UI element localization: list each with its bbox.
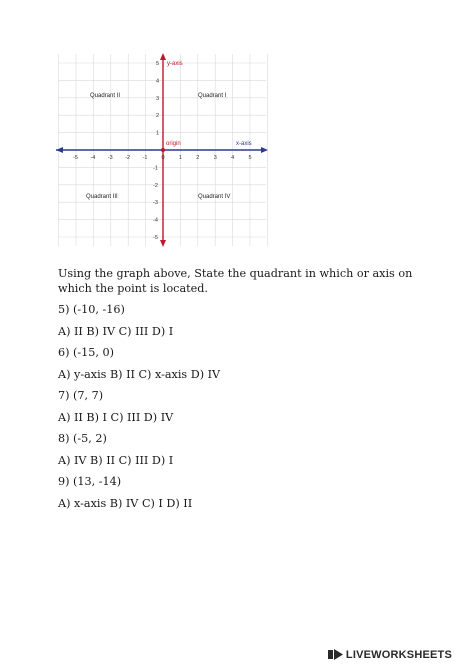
- origin-point: [161, 148, 165, 152]
- y-axis-arrow-up: [160, 53, 166, 60]
- x-tick-label: 4: [231, 155, 235, 161]
- worksheet-content: [58, 266, 428, 511]
- quadrant-iv-label: Quadrant IV: [198, 194, 231, 200]
- x-axis-arrow-left: [56, 147, 63, 153]
- y-tick-label: -3: [153, 200, 158, 207]
- y-tick-label: -1: [153, 165, 158, 172]
- coordinate-plane-graph: [56, 52, 270, 248]
- brand-name: LIVEWORKSHEETS: [345, 648, 452, 661]
- question-7: [58, 388, 428, 425]
- liveworksheets-logo-icon: [328, 648, 344, 661]
- x-tick-label: 0: [161, 155, 165, 161]
- question-prompt: 6) (-15, 0): [58, 346, 115, 359]
- liveworksheets-brand: [328, 648, 452, 661]
- question-8: [58, 431, 428, 468]
- quadrant-i-label: Quadrant I: [198, 93, 227, 99]
- y-tick-labels: [153, 61, 159, 241]
- x-tick-labels: [73, 155, 252, 161]
- x-tick-label: -5: [73, 155, 78, 161]
- x-tick-label: -4: [90, 155, 96, 161]
- x-tick-label: -2: [125, 155, 131, 161]
- question-options[interactable]: A) y-axis B) II C) x-axis D) IV: [58, 368, 221, 381]
- x-axis-label: x-axis: [236, 141, 252, 147]
- y-tick-label: 4: [156, 78, 160, 85]
- quadrant-ii-label: Quadrant II: [90, 93, 121, 99]
- x-tick-label: 2: [196, 155, 200, 161]
- question-options[interactable]: A) II B) IV C) III D) I: [58, 325, 174, 338]
- origin-label: origin: [166, 141, 181, 147]
- question-5: [58, 302, 428, 339]
- y-axis-label: y-axis: [167, 61, 183, 67]
- x-tick-label: -1: [142, 155, 148, 161]
- question-9: [58, 474, 428, 511]
- question-prompt: 5) (-10, -16): [58, 303, 125, 316]
- question-options[interactable]: A) x-axis B) IV C) I D) II: [58, 497, 193, 510]
- instructions-text: Using the graph above, State the quadrant in which or axis on which the point is located.: [58, 267, 413, 295]
- x-tick-label: 3: [213, 155, 217, 161]
- y-tick-label: -2: [153, 182, 158, 189]
- y-tick-label: -4: [153, 217, 158, 224]
- question-options[interactable]: A) IV B) II C) III D) I: [58, 454, 174, 467]
- y-tick-label: -5: [153, 235, 158, 241]
- y-tick-label: 1: [156, 130, 160, 137]
- quadrant-iii-label: Quadrant III: [86, 194, 118, 200]
- x-tick-label: -3: [107, 155, 113, 161]
- x-axis-arrow-right: [261, 147, 268, 153]
- question-prompt: 7) (7, 7): [58, 389, 104, 402]
- y-axis-arrow-down: [160, 240, 166, 247]
- y-tick-label: 2: [156, 113, 160, 120]
- x-tick-label: 1: [178, 155, 182, 161]
- question-6: [58, 345, 428, 382]
- y-tick-label: 5: [156, 61, 160, 67]
- question-prompt: 8) (-5, 2): [58, 432, 107, 445]
- y-tick-label: 3: [156, 95, 160, 102]
- question-options[interactable]: A) II B) I C) III D) IV: [58, 411, 174, 424]
- question-prompt: 9) (13, -14): [58, 475, 122, 488]
- x-tick-label: 5: [248, 155, 252, 161]
